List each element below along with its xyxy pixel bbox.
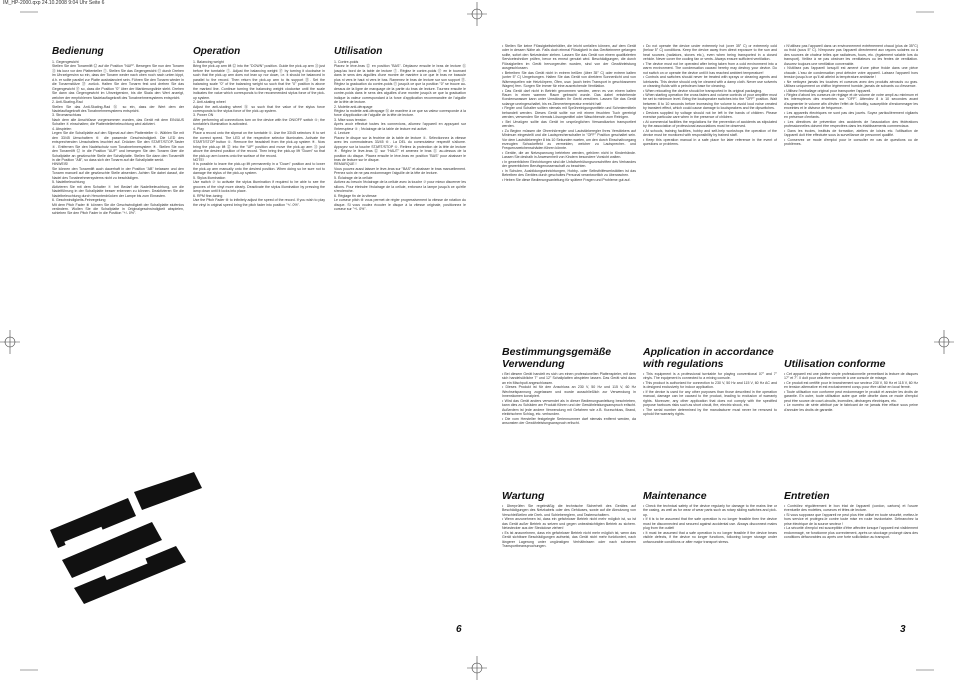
text-en-conformity: • This equipment is a professional turntable for playing conventional 07" and 7" vinyls. The equipment is connected to a mixing console. • This product is authorized for connection to 230 V, 50 Hz and 115 V, 60 Hz AC and is designed exclusively for indoor application. • If the device is used for any other purposes than those described in the operation manual, damage can be caused to the product, leading to exclusion of warranty rights. Moreover, any other application that does not comply with the specified purpose harbours risks such as short circuit, fire, electric shock, etc. • The serial number determined by the manufacturer must never be removed to uphold the warranty rights.	[643, 372, 777, 417]
text-fr-conformity: • Cet appareil est une platine vinyle professionnelle permettant la lecture de disques 17" et 7". Il doit pour cela être connecté à une console de mixage. • Ce produit est certifié pour le branchement sur secteur 230 V, 50 Hz et 115 V, 60 Hz en tension alternative et est exclusivement conçu pour être utilisé en local fermé. • Toute utilisation non conforme peut endommager le produit et annuler les droits de garantie. En outre, toute utilisation autre que celle décrite dans ce mode d'emploi peut être source de court-circuits, incendies, décharges électriques, etc. • Le numéro de série attribué par le fabricant de ne jamais être effacé sous peine d'annuler les droits de garantie.	[784, 372, 918, 412]
heading-fr-maintenance: Entretien	[784, 490, 830, 502]
heading-de-maintenance: Wartung	[502, 490, 545, 502]
text-de-conformity: • Bei diesem Gerät handelt es sich um einen professionellen Plattenspieler, mit dem sich handelsübliche 7" und 12" Schallplatten abspielen lassen. Das Gerät wird dazu an ein Mischpult angeschlossen. • Dieses Produkt ist für den Anschluss an 230 V, 50 Hz und 115 V, 60 Hz Wechselspannung zugelassen und wurde ausschließlich zur Verwendung in Innenräumen konzipiert. • Wird das Gerät anders verwendet als in dieser Bedienungsanleitung beschrieben, kann dies zu Schäden am Produkt führen und der Gewährleistungsanspruch erlischt. Außerdem ist jede andere Verwendung mit Gefahren wie z.B. Kurzschluss, Brand, elektrischem Schlag, etc. verbunden. • Die vom Hersteller festgelegte Seriennummer darf niemals entfernt werden, da ansonsten der Gewährleistungsanspruch erlischt.	[502, 372, 636, 425]
text-de-safety: • Stellen Sie keine Flüssigkeitsbehälter, die leicht umfallen können, auf dem Gerät oder in dessen Nähe ab. Falls doch einmal Flüssigkeit in das Geräteinnere gelangen sollte, sofort den Netzstecker ziehen. Lassen Sie das Gerät von einem qualifizierten Servicetechniker prüfen, bevor es erneut genutzt wird. Beschädigungen, die durch Flüssigkeiten im Gerät hervorgerufen wurden, sind von der Gewährleistung ausgeschlossen. • Betreiben Sie das Gerät nicht in extrem heißen (über 35° C) oder extrem kalten (unter 5° C) Umgebungen. Halten Sie das Gerät von direktem Sonnenlicht und von Wärmequellen wie Heizkörpern, Öfen, usw. (auch beim Transport in geschlossenen Wagen) fern. Sorgen Sie immer für eine ausreichende Ventilation. • Das Gerät darf nicht in Betrieb genommen werden, wenn es von einem kalten Raum in einen warmen Raum gebracht wurde. Das dabei entstehende Kondenswasser kann unter Umständen Ihr Gerät zerstören. Lassen Sie das Gerät solange uneingeschaltet, bis es Zimmertemperatur erreicht hat! • Regler und Schalter sollten niemals mit Sprühreinigungsmitteln und Schmiermitteln behandelt werden. Dieses Gerät sollte nur mit einem feuchten Tuch gereinigt werden, verwenden Sie niemals Lösungsmittel oder Waschbenzin zum Reinigen. • Bei Umzügen sollte das Gerät im ursprünglichen Versandkarton transportiert werden. • Zu Beginn müssen die Ohrenhörregler und Lautstärkeregler Ihres Verstärkers auf Minimum eingestellt und die Lautsprecherschalter in "OFF" Position geschaltet sein. Vor dem Lautstärkeregler 8 bis 10 Sekunden warten, um den durch Einschaltvorgang erzeugten Schockeffekt zu vermeiden, welcher zu Lautsprecher- und Frequenzweichenschäden führen könnte. • Geräte, die an Netzspannung betrieben werden, gehören nicht in Kinderhände. Lassen Sie deshalb in Anwesenheit von Kindern besondere Vorsicht walten. • In gewerblichen Einrichtungen sind die Unfallverhütungsvorschriften des Verbandes der gewerblichen Berufsgenossenschaft zu beachten. • In Schulen, Ausbildungseinrichtungen, Hobby- oder Selbsthilfewerkstätten ist das Betreiben des Gerätes durch geschultes Personal verantwortlich zu überwachen. • Heben Sie diese Bedienungsanleitung für spätere Fragen und Probleme gut auf.	[502, 44, 636, 182]
text-fr-maintenance: • Contrôlez régulièrement le bon état de l'appareil (cordon, cartons) et l'usure éventuelle des molettes, curseurs et têtes de lecture. • Si vous supposez que l'appareil ne peut plus être utilisé en toute sécurité, mettez-le hors service et protégez-le contre toute mise en route involontaire. Débranchez la prise électrique de la source secteur ! • La sécurité d'emploi est susceptible d'être affectée lorsque l'appareil est visiblement endommagé, ne fonctionne plus correctement, après un stockage prolongé dans des conditions défavorables ou après une forte sollicitation au transport.	[784, 504, 918, 540]
brand-logo-graphic	[44, 470, 204, 610]
heading-operation: Operation	[193, 46, 241, 57]
section-de-conformity	[502, 346, 636, 476]
column-utilisation	[334, 46, 466, 366]
text-utilisation: 1. Contre-poids Placez le lève-bras ⑫ en position "BAS". Déplacez ensuite le bras de lecture ⑪ jusqu'au bord de la table de lecture ⑤. Réglez le contre-poids ⑮ en le tournant dans le sens des aiguilles d'une montre de manière à ce que le bras ne bascule plus ni vers le haut ni vers le bas. Ramenez le bras de lecture sur son support ⑬. Réglez la graduation du contre-poids ⑮ jusqu'à ce que la position "0" se trouve au-dessus de la ligne de marquage de la partie du bras de lecture. Tournez ensuite le contre-poids dans le sens des aiguilles d'une montre jusqu'à ce que la graduation indique la valeur correspondant à la force d'application recommandée de l'aiguille de la tête de lecture. 2. Molette anti-dérapage Réglez la molette anti-dérapage ⑭ de manière à ce que sa valeur corresponde à la force d'application de l'aiguille de la tête de lecture. 3. Mise sous tension Après avoir effectué toutes les connexions, allumez l'appareil en appuyant sur l'interrupteur ④ ; l'éclairage de la table de lecture est activé. 4. Lecture Placez le disque sur la feutrine de la table de lecture ⑤. Sélectionnez la vitesse avec les commutateurs 33/45 ⑥. La DEL du commutateur respectif s'allume. Appuyez sur la touche START/STOP ⑤. Retirez la protection de la tête de lecture ⑨. Réglez le lève-bras ⑫ sur "HAUT" et amenez le bras ⑪ au-dessus de la position du disque. Placez ensuite le lève-bras en position "BAS" pour abaisser le bras de lecture sur le disque. REMARQUE ! Vous pouvez aussi laisser le lève-bras sur "BAS" et abaisser le bras manuellement. Prenez soin de ne pas endommager l'aiguille de la tête de lecture. 5. Éclairage de la cellule Activez au besoin l'éclairage de la cellule avec la touche ⑦ pour mieux discerner les sillons. Pour éteindre l'éclairage de la cellule, enfoncez la lampe jusqu'à ce qu'elle s'enclenche. 6. Réglage fin de la vitesse Le curseur pitch ⑧ vous permet de régler progressivement la vitesse de rotation du disque. Si vous voulez écouter le disque à la vitesse originale, positionnez le curseur sur "+/- 0%".	[334, 60, 466, 211]
header-slug: IM_HP-2000.qxp 24.10.2008 9:04 Uhr Seite 6	[3, 0, 105, 6]
text-bedienung: 1. Gegengewicht Stellen Sie den Tonarmlift ⑫ auf die Position "NUP". Bewegen Sie nun den Tonarm ⑪ bis kurz vor den Plattenteller ⑤. Stellen Sie das Gegengewicht ⑮ durch Drehen im Uhrzeigersinn so ein, dass der Tonarm weder nach oben noch nach unten kippt, d.h. er sollte parallel zur Platte ausbalanciert sein. Führen Sie den Tonarm wieder in die Tonarmstütze ⑬ zurück. Halten Sie den Tonarm fest und drehen Sie das Gegengewicht ⑮ so, dass die Position "0" über der Markierungslinie steht. Drehen Sie dann das Gegengewicht im Uhrzeigersinn, bis die Skala den Wert anzeigt, welcher der empfohlenen Nadelauflagekraft des Tonabnehmersystems entspricht. 2. Anti-Skating-Rad Stellen Sie das Anti-Skating-Rad ⑭ so ein, dass der Wert dem der Nadelauflagekraft des Tonabnehmersystems entspricht. 3. Stromanschluss Nach dem alle Anschlüsse vorgenommen wurden, das Gerät mit dem EIN/AUS Schalter ④ einschalten; die Plattentellerbeleuchtung wird aktiviert. 4. Abspielen Legen Sie die Schallplatte auf den Slipmat auf dem Plattenteller ⑤. Wählen Sie mit den 33/45 Umschaltern ⑥ die passende Geschwindigkeit. Die LED des entsprechenden Umschalters leuchtet auf. Drücken Sie den START/STOP-Taster ⑤. Entfernen Sie den Nadelschutz vom Tonabnehmersystem ⑨. Stellen Sie nun den Tonarmlift ⑫ in die Position "AUF" und bewegen Sie den Tonarm über die Schallplatte an gewünschte Stelle der Schallplatte. Stellen Sie dann den Tonarmlift in die Position "AB", so dass sich der Tonarm auf die Schallplatte senkt. HINWEIS! Sie können den Tonarmlift auch dauerhaft in der Position "AB" belassen und den Tonarm manuell auf die gewünschte Stelle absenken. Achten Sie dabei darauf, die Nadel des Tonabnehmersystems nicht zu beschädigen. 5. Nadelbeleuchtung Aktivieren Sie mit dem Schalter ⑦ bei Bedarf die Nadelbeleuchtung, um die Nadelführung in der Schallplatte besser erkennen zu können. Deaktivieren Sie die Nadelbeleuchtung durch Herunterdrücken der Lampe bis zum Einrasten. 6. Geschwindigkeits-Feinregelung Mit dem Pitch Fader ⑧ können Sie die Geschwindigkeit der Schallplatte stufenlos verändern. Wollen Sie die Schallplatte in Originalgeschwindigkeit abspielen, schieben Sie den Pitch Fader in die Position "+/- 0%".	[52, 60, 184, 216]
column-de-safety	[502, 44, 636, 340]
section-fr-maintenance	[784, 490, 918, 610]
column-operation	[193, 46, 325, 366]
page-number-right: 3	[900, 624, 906, 635]
column-fr-safety	[784, 44, 918, 340]
heading-de-conformity: Bestimmungsgemäße Verwendung	[502, 346, 612, 370]
page-number-left: 6	[456, 624, 462, 635]
heading-bedienung: Bedienung	[52, 46, 104, 57]
text-fr-safety: • N'utilisez pas l'appareil dans un environnement extrêmement chaud (plus de 35°C) ou froid (sous 5° C). N'exposez pas l'appareil directement aux rayons solaires ou à des sources de chaleur telles que radiateurs, fours, etc. (également valable lors du transport). Veillez à ne pas obstruer les ventilateurs ou les fentes de ventilation. Assurez toujours une ventilation convenable. • N'utilisez pas l'appareil lorsqu'il est amené d'une pièce froide dans une pièce chaude. L'eau de condensation peut détruire votre appareil. Laissez l'appareil hors tension jusqu'à ce qu'il ait atteint la température ambiante ! • Ne nettoyez jamais les touches et curseurs avec des produits aérosols ou gras. Utilisez uniquement un chiffon légèrement humide, jamais de solvants ou d'essence. • Utilisez l'emballage original pour transporter l'appareil. • Réglez d'abord les curseurs de réglage et de volume de votre ampli au minimum et les interrupteurs des enceintes sur "OFF". Attendez 8 à 10 secondes avant d'augmenter le volume afin d'éviter l'effet de Schottky, susceptible d'endommager les enceintes et le diviseur de fréquence. • Les appareils électriques ne sont pas des jouets. Soyez particulièrement vigilants en présence d'enfants. • Les directives de prévention des accidents de l'association des fédérations professionnelles doivent être respectées dans les établissements commerciaux. • Dans les écoles, instituts de formation, ateliers de loisirs etc. l'utilisation de l'appareil doit être effectuée sous la surveillance de personnel qualifié. • Conservez ce mode d'emploi pour le consulter en cas de questions ou de problèmes.	[784, 44, 918, 146]
text-en-safety: • Do not operate the device under extremely hot (over 35° C) or extremely cold (below 5° C) conditions. Keep the device away from direct exposure to the sun and heat sources (radiators, stoves etc.), even when being transported in a closed vehicle. Never cover the cooling fan or vents. Always ensure sufficient ventilation. • The device must not be operated after being taken from a cold environment into a warm environment. The condensation caused hereby may destroy your device. Do not switch on or operate the device until it has reached ambient temperature! • Controls and switches should never be treated with sprays or cleaning agents and lubricants. This device should only be cleaned with a damp cloth. Never use solvents or cleaning fluids with a petroleum base for cleaning. • When relocating the device should be transported in its original packaging. • When starting operation the cross faders and volume controls of your amplifier must be set to minimum level. Bring the loudspeaker switches into the "OFF" position. Wait between 8 to 10 seconds before increasing the volume to avoid loud noise created by transient effect, which could cause damage to loudspeakers and the dipswitches. • Devices supplied by voltage should not be left in the hands of children. Please exercise particular care when in the presence of children. • At commercial facilities the regulations for the prevention of accidents as stipulated by the association of professional associations must be observed. • At schools, training facilities, hobby and self-help workshops the operation of the device must be monitored with responsibility by trained staff. • Keep this operation manual in a safe place for later reference in the event of questions or problems.	[643, 44, 777, 146]
column-en-safety	[643, 44, 777, 340]
heading-en-conformity: Application in accordance with regulations	[643, 346, 774, 370]
heading-en-maintenance: Maintenance	[643, 490, 707, 502]
section-en-conformity	[643, 346, 777, 476]
section-en-maintenance	[643, 490, 777, 610]
text-en-maintenance: • Check the technical safety of the device regularly for damage to the mains line or the casing, as well as for wear of wear parts such as rotary sliding switches and pick-up. • If it is to be assumed that the safe operation is no longer feasible then the device must be disconnected and secured against accidental use. Always disconnect mains plug from the outlet! • It must be assumed that a safe operation is no longer feasible if the device bears visible defects, if the device no longer functions, following longer storage under unfavourable conditions or after major transport stress.	[643, 504, 777, 544]
heading-fr-conformity: Utilisation conforme	[784, 358, 886, 370]
section-fr-conformity	[784, 358, 918, 476]
heading-utilisation: Utilisation	[334, 46, 383, 57]
section-de-maintenance	[502, 490, 636, 610]
text-operation: 1. Balancing weight Bring the pick-up arm lift ⑫ into the "DOWN" position. Guide the pick-up arm ⑪ just before the turntable ⑤. Adjust the balancing weight ⑮ by turning it clockwise in such that the pick-up arm does not lean up nor down, i.e. it should be balanced in parallel to the record. Then return the pick-up arm to its support ⑬. Set the balancing scale "0" of the balancing weight so such that the "0" position is above the marked line. Continue turning the balancing weight clockwise until the scale indicates the value which corresponds to the recommended stylus force of the pick-up system. 2. Anti-skating wheel Adjust the anti-skating wheel ⑭ so such that the value of the stylus force corresponds to the stylus force of the pick-up system. 3. Power ON After performing all connections turn on the device with the ON/OFF switch ④; the turntable's illumination is activated. 4. Play Place a record onto the slipmat on the turntable ⑤. Use the 33/45 selectors ⑥ to set the correct speed. The LED of the respective selector illuminates. Activate the START/STOP button ⑤. Remove the headshell from the pick-up system ⑨. Now bring the pick-up lift ⑫ into the "UP" position and move the pick-up arm ⑪ just above the desired position of the record. Then bring the pick-up lift "Down" so that the pick-up arm lowers onto the surface of the record. NOTE! It is possible to leave the pick-up lift permanently in a "Down" position and to lower the pick-up arm manually onto the desired position. When doing so be sure not to damage the stylus of the pick-up system. 5. Stylus illumination Use switch ⑦ to activate the stylus illumination if required to be able to see the grooves of the vinyl more clearly. Deactivate the stylus illumination by pressing the lamp down until it locks into place. 6. RPM fine-tuning Use the Pitch Fader ⑧ to infinitely adjust the speed of the record. If you wish to play the vinyl in original speed bring the pitch fader into position "+/- 0%".	[193, 60, 325, 207]
column-bedienung	[52, 46, 184, 478]
text-de-maintenance: • Überprüfen Sie regelmäßig die technische Sicherheit des Gerätes auf Beschädigungen des Netzkabels oder des Gehäuses, sowie auf die Abnutzung von Verschleißteilen wie Dreh- und Schiebereglern, und Tastenschaltern. • Wenn anzunehmen ist, dass ein gefahrloser Betrieb nicht mehr möglich ist, so ist das Gerät außer Betrieb zu setzen und gegen unbeabsichtigten Betrieb zu sichern. Netzstecker aus der Steckdose ziehen! • Es ist anzunehmen, dass ein gefahrloser Betrieb nicht mehr möglich ist, wenn das Gerät sichtbare Beschädigungen aufweist, das Gerät nicht mehr funktioniert, nach längerer Lagerung unter ungünstigen Verhältnissen oder nach schweren Transportbeanspruchungen.	[502, 504, 636, 549]
